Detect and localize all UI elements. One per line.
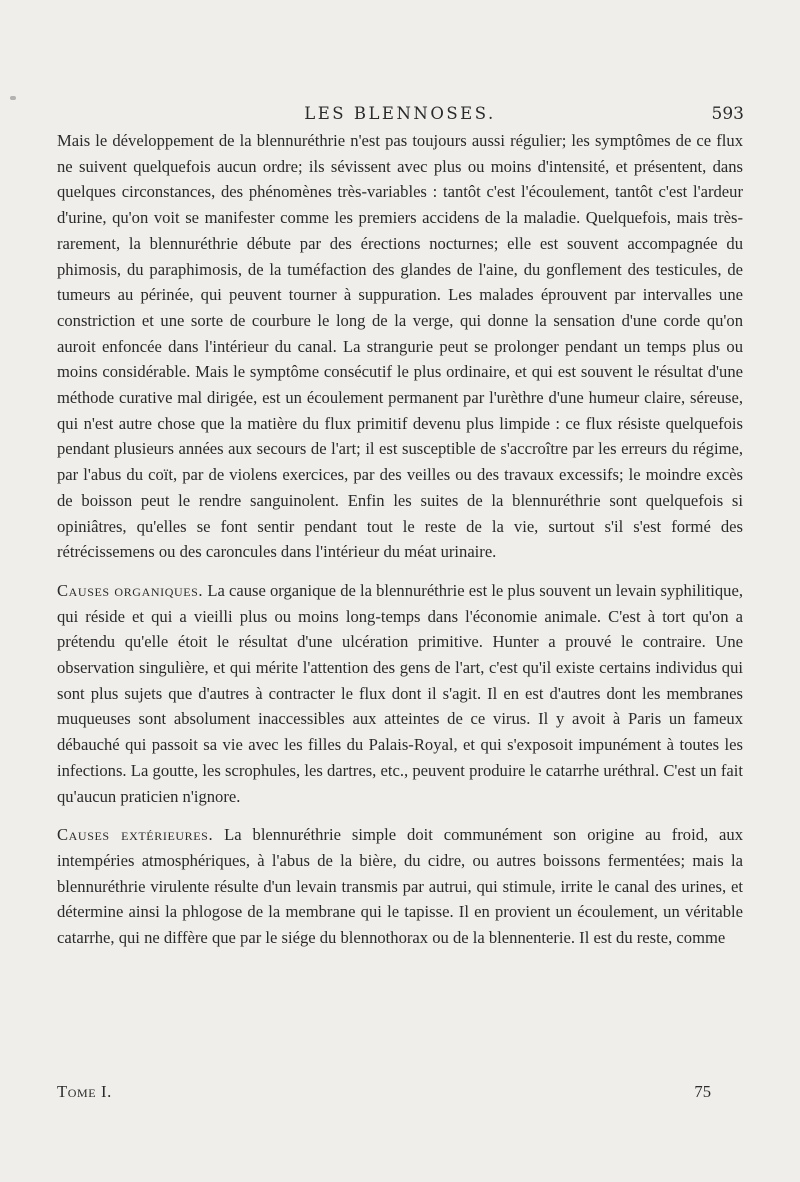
signature-mark: 75 (694, 1082, 711, 1101)
body-text (57, 128, 743, 951)
section-heading: Causes extérieures. (57, 825, 214, 845)
paragraph-text: Mais le développement de la blennuréthrie n'est pas toujours aussi régulier; les symptômes de ce flux ne suivent quelquefois aucun ordre; ils sévissent avec plus ou moins d'intensité, et présentent, dans quelques circonstances, des phénomènes très-variables : tantôt c'est l'écoulement, tantôt c'est l'ardeur d'urine, qu'on voit se manifester comme les premiers accidens de la maladie. Quelquefois, mais très-rarement, la blennuréthrie débute par des érections nocturnes; elle est souvent accompagnée du phimosis, du paraphimosis, de la tuméfaction des glandes de l'aine, du gonflement des testicules, de tumeurs au périnée, qui peuvent tourner à suppuration. Les malades éprouvent par intervalles une constriction et une sorte de courbure le long de la verge, qui donne la sensation d'une corde qu'on auroit enfoncée dans l'intérieur du canal. La strangurie peut se prolonger pendant un temps plus ou moins considérable. Mais le symptôme consécutif le plus ordinaire, et qui est souvent le résultat d'une méthode curative mal dirigée, est un écoulement permanent par l'urèthre d'une humeur claire, séreuse, qui n'est autre chose que la matière du flux primitif devenu plus limpide : ce flux résiste quelquefois pendant plusieurs années aux secours de l'art; il est susceptible de s'accroître par les erreurs du régime, par l'abus du coït, par de violens exercices, par des veilles ou des travaux excessifs; le moindre excès de boisson peut le rendre sanguinolent. Enfin les suites de la blennuréthrie sont quelquefois si opiniâtres, qu'elles se font sentir pendant tout le reste de la vie, surtout s'il s'est formé des rétrécissemens ou des caroncules dans l'intérieur du méat urinaire. (57, 131, 743, 562)
running-title: LES BLENNOSES. (304, 104, 496, 123)
paragraph-text: La cause organique de la blennuréthrie est le plus souvent un levain syphilitique, qui réside et qui a vieilli plus ou moins long-temps dans l'économie animale. C'est à tort qu'on a prétendu qu'elle étoit le résultat d'une ulcération primitive. Hunter a prouvé le contraire. Une observation singulière, et qui mérite l'attention des gens de l'art, c'est qu'il existe certains individus qui sont plus sujets que d'autres à contracter le flux dont il s'agit. Il en est d'autres dont les membranes muqueuses sont absolument inaccessibles aux atteintes de ce virus. Il y avoit à Paris un fameux débauché qui passoit sa vie avec les filles du Palais-Royal, et qui s'exposoit impunément à toutes les infections. La goutte, les scrophules, les dartres, etc., peuvent produire le catarrhe uréthral. C'est un fait qu'aucun praticien n'ignore. (57, 580, 743, 806)
volume-label: Tome I. (57, 1082, 112, 1101)
page-number: 593 (711, 104, 744, 124)
paragraph-external-causes (57, 822, 743, 951)
running-head (0, 104, 800, 126)
ink-smudge (10, 96, 16, 100)
paragraph-text: La blennuréthrie simple doit communément son origine au froid, aux intempéries atmosphériques, à l'abus de la bière, du cidre, ou autres boissons fermentées; mais la blennuréthrie virulente résulte d'un levain transmis par autrui, qui stimule, irrite le canal des urines, et détermine ainsi la phlogose de la membrane qui le tapisse. Il en provient un écoulement, un véritable catarrhe, qui ne diffère que par le siége du blennothorax ou de la blennenterie. Il est du reste, comme (57, 825, 744, 948)
paragraph-symptoms (57, 128, 743, 565)
page-footer (57, 1082, 743, 1106)
paragraph-organic-causes (57, 578, 743, 809)
section-heading: Causes organiques. (57, 580, 204, 600)
